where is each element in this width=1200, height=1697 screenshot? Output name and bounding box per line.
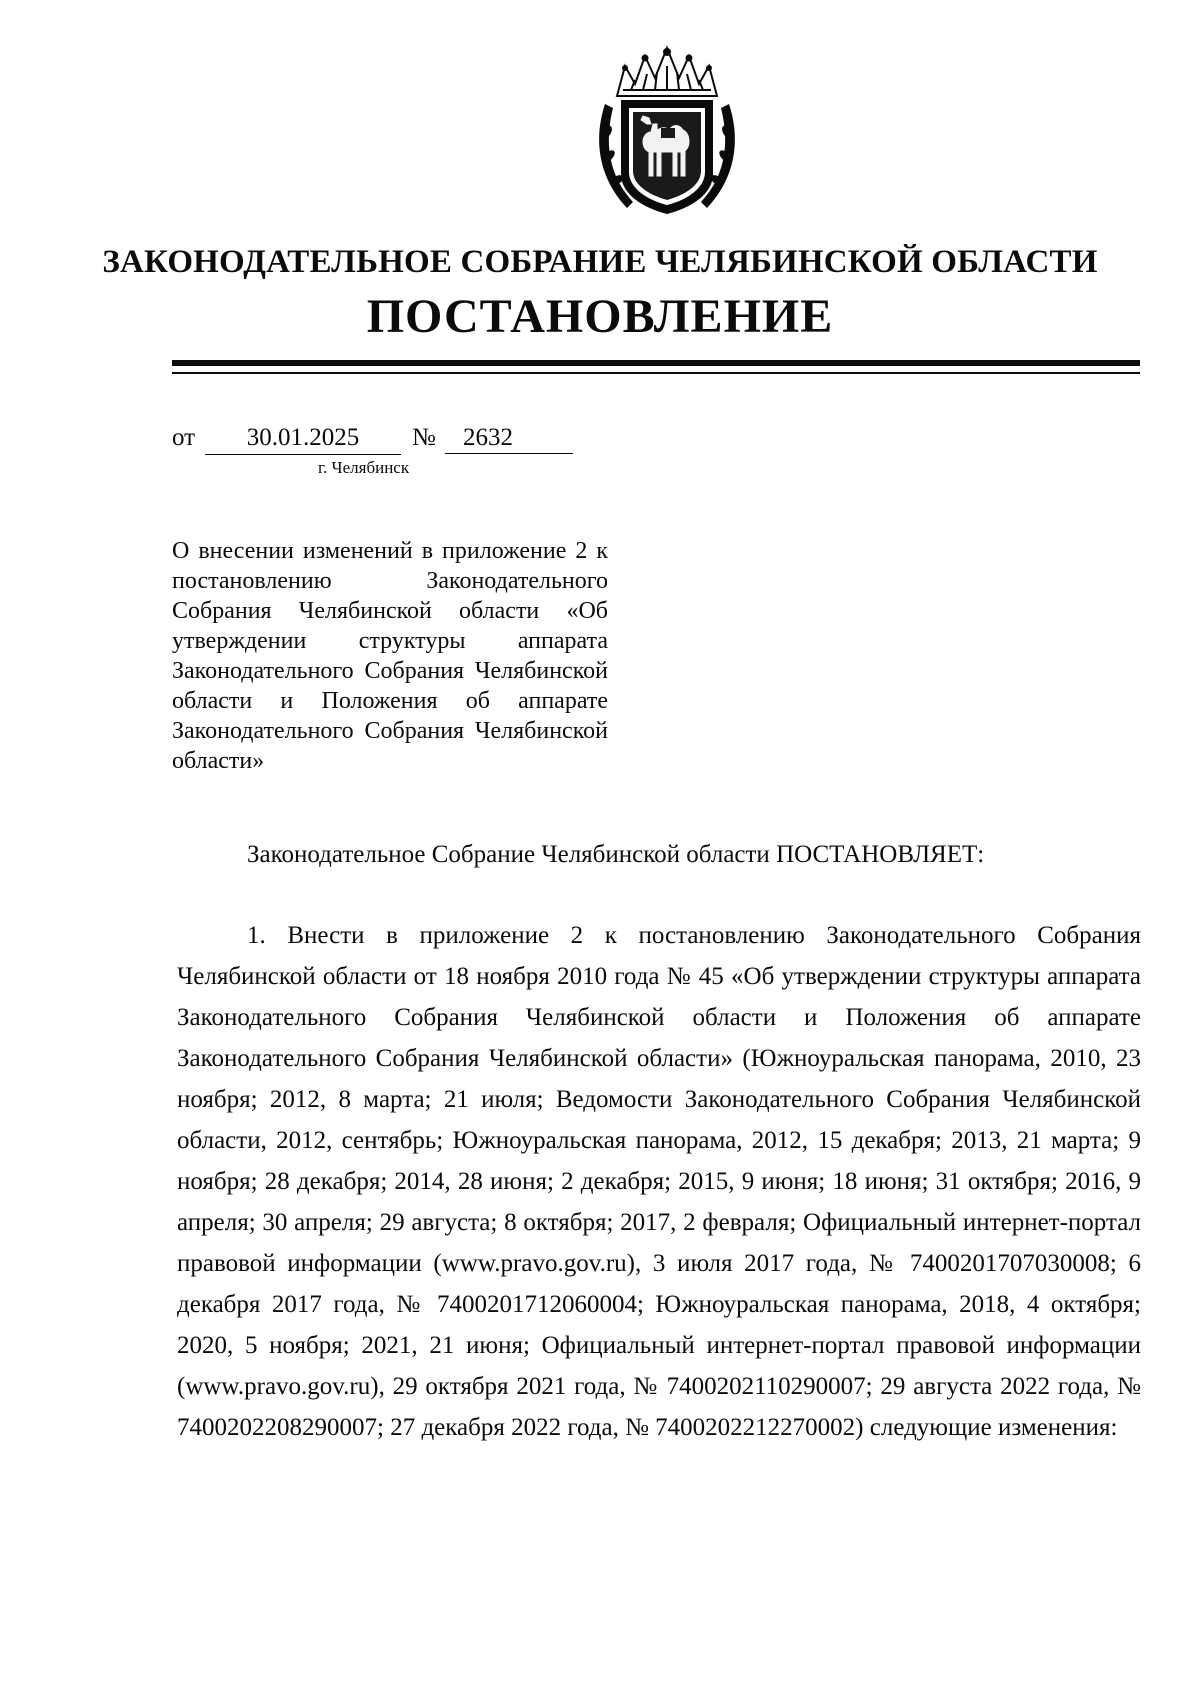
document-body bbox=[177, 915, 1141, 1448]
issue-city: г. Челябинск bbox=[318, 458, 410, 477]
date-prefix-label: от bbox=[172, 424, 196, 451]
enactment-clause: Законодательное Собрание Челябинской области ПОСТАНОВЛЯЕТ: bbox=[247, 841, 985, 868]
coat-of-arms-icon bbox=[587, 44, 747, 220]
header-rule-thin bbox=[172, 372, 1140, 374]
number-label: № bbox=[412, 424, 436, 451]
subject-text: О внесении изменений в приложение 2 к постановлению Законодательного Собрания Челябинской области «Об утверждении структуры аппарата Законодательного Собрания Челябинской области и Положения об аппарате Законодательного Собрания Челябинской области» bbox=[172, 538, 608, 774]
organization-title: ЗАКОНОДАТЕЛЬНОЕ СОБРАНИЕ ЧЕЛЯБИНСКОЙ ОБЛАСТИ bbox=[102, 244, 1098, 280]
paragraph-1: 1. Внести в приложение 2 к постановлению Законодательного Собрания Челябинской области от 18 ноября 2010 года № 45 «Об утверждении структуры аппарата Законодательного Собрания Челябинской области и Положения об аппарате Законодательного Собрания Челябинской области» (Южноуральская панорама, 2010, 23 ноября; 2012, 8 марта; 21 июля; Ведомости Законодательного Собрания Челябинской области, 2012, сентябрь; Южноуральская панорама, 2012, 15 декабря; 2013, 21 марта; 9 ноября; 28 декабря; 2014, 28 июня; 2 декабря; 2015, 9 июня; 18 июня; 31 октября; 2016, 9 апреля; 30 апреля; 29 августа; 8 октября; 2017, 2 февраля; Официальный интернет-портал правовой информации (www.pravo.gov.ru), 3 июля 2017 года, № 7400201707030008; 6 декабря 2017 года, № 7400201712060004; Южноуральская панорама, 2018, 4 октября; 2020, 5 ноября; 2021, 21 июня; Официальный интернет-портал правовой информации (www.pravo.gov.ru), 29 октября 2021 года, № 7400202110290007; 29 августа 2022 года, № 7400202208290007; 27 декабря 2022 года, № 7400202212270002) следующие изменения: bbox=[177, 922, 1141, 1441]
document-date: 30.01.2025 bbox=[205, 424, 401, 455]
document-type-title: ПОСТАНОВЛЕНИЕ bbox=[366, 290, 834, 343]
header-rule-thick bbox=[172, 360, 1140, 366]
document-subject bbox=[172, 536, 608, 776]
document-number: 2632 bbox=[445, 424, 573, 454]
